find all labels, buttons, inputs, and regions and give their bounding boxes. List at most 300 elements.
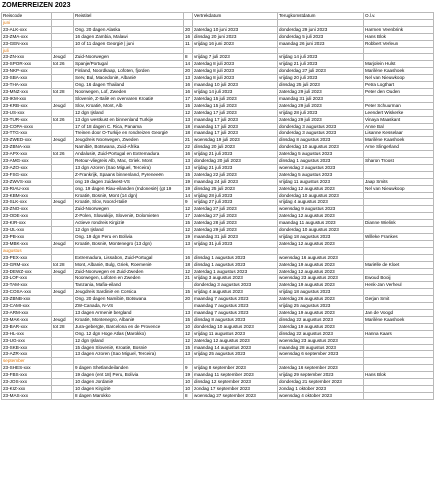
- reistitel-cell: Kroatië, Bosnië, Mont (14 dgn): [74, 192, 184, 199]
- leader-cell: Peter den Ouden: [364, 88, 434, 95]
- empty-cell: [184, 358, 193, 365]
- reistitel-cell: Jeugdreis Sardinië en Corsica: [74, 289, 184, 296]
- leader-cell: Henk-Jan Verheul: [364, 282, 434, 289]
- table-row: [2, 178, 434, 185]
- month-label: augustus: [2, 247, 52, 254]
- empty-cell: [278, 247, 364, 254]
- days-cell: 9: [184, 365, 193, 372]
- vertrekdatum-cell: dinsdag 20 juli 2023: [193, 144, 278, 151]
- days-cell: 9: [184, 199, 193, 206]
- category-cell: [52, 234, 74, 241]
- category-cell: [52, 75, 74, 82]
- category-cell: tot 26: [52, 61, 74, 68]
- table-row: [2, 323, 434, 330]
- terugkomstdatum-cell: zaterdag 12 augustus 2023: [278, 213, 364, 220]
- days-cell: 15: [184, 289, 193, 296]
- reiscode-cell: 23-BAR-xxx: [2, 323, 52, 330]
- leader-cell: Willeke Frankes: [364, 234, 434, 241]
- vertrekdatum-cell: zaterdag 8 juli 2023: [193, 75, 278, 82]
- header-cell: O.l.v.: [364, 13, 434, 20]
- terugkomstdatum-cell: donderdag 21 september 2023: [278, 379, 364, 386]
- empty-cell: [184, 19, 193, 26]
- reistitel-cell: 16 dagen Zambia, Malawi: [74, 33, 184, 40]
- vertrekdatum-cell: vrijdag 14 juli 2023: [193, 88, 278, 95]
- leader-cell: [364, 337, 434, 344]
- reiscode-cell: 23-PEX-xxx: [2, 254, 52, 261]
- reistitel-cell: 13 dgn westkust en binnenland Turkije: [74, 116, 184, 123]
- table-row: [2, 282, 434, 289]
- empty-cell: [52, 358, 74, 365]
- days-cell: 18: [184, 130, 193, 137]
- table-row: [2, 123, 434, 130]
- empty-cell: [278, 19, 364, 26]
- table-row: [2, 213, 434, 220]
- category-cell: [52, 206, 74, 213]
- reistitel-cell: Namibië, Botswana, Zuid-Afrika: [74, 144, 184, 151]
- reistitel-cell: Actieve rondreis Kirgizië: [74, 220, 184, 227]
- terugkomstdatum-cell: zaterdag 19 augustus 2023: [278, 323, 364, 330]
- category-cell: [52, 392, 74, 399]
- reiscode-cell: 23-COPA-xxxx: [2, 123, 52, 130]
- category-cell: [52, 344, 74, 351]
- table-row: [2, 309, 434, 316]
- leader-cell: Hanna Kaars: [364, 330, 434, 337]
- vertrekdatum-cell: maandag 7 augustus 2023: [193, 309, 278, 316]
- terugkomstdatum-cell: zaterdag 5 augustus 2023: [278, 171, 364, 178]
- reiscode-cell: 23-MAK-xxx: [2, 316, 52, 323]
- reiscode-cell: 23-SBA-xxx: [2, 75, 52, 82]
- category-cell: [52, 33, 74, 40]
- reistitel-cell: 10 of 11 dagen Georgië | juni: [74, 40, 184, 47]
- leader-cell: Marjolein Hulst: [364, 61, 434, 68]
- days-cell: 20: [184, 296, 193, 303]
- category-cell: [52, 275, 74, 282]
- reiscode-cell: 23-RIAU-xxx: [2, 185, 52, 192]
- terugkomstdatum-cell: zaterdag 12 augustus 2023: [278, 240, 364, 247]
- vertrekdatum-cell: vrijdag 28 juli 2023: [193, 192, 278, 199]
- terugkomstdatum-cell: donderdag 3 augustus 2023: [278, 123, 364, 130]
- reistitel-cell: Zuid-Noorwegen: [74, 54, 184, 61]
- leader-cell: Gerjan Smit: [364, 296, 434, 303]
- category-cell: [52, 40, 74, 47]
- category-cell: [52, 26, 74, 33]
- terugkomstdatum-cell: zaterdag 29 juli 2023: [278, 116, 364, 123]
- vertrekdatum-cell: zaterdag 27 juli 2023: [193, 206, 278, 213]
- reistitel-cell: 17 of 18 dagen C. Rica, Panama: [74, 123, 184, 130]
- sheet-title: ZOMERREIZEN 2023: [2, 2, 71, 9]
- days-cell: 19: [184, 234, 193, 241]
- leader-cell: Jan de Voogd: [364, 309, 434, 316]
- days-cell: 15: [184, 316, 193, 323]
- leader-cell: [364, 164, 434, 171]
- empty-cell: [74, 247, 184, 254]
- empty-cell: [52, 19, 74, 26]
- reiscode-cell: 23-MAS-xxx: [2, 392, 52, 399]
- reiscode-cell: 23-KBM-xxx: [2, 192, 52, 199]
- days-cell: 12: [184, 268, 193, 275]
- reiscode-cell: 23-KIR-xxx: [2, 220, 52, 227]
- days-cell: 8: [184, 54, 193, 61]
- reiscode-cell: 23-ZWVS-xxx: [2, 178, 52, 185]
- vertrekdatum-cell: vrijdag 25 augustus 2023: [193, 351, 278, 358]
- vertrekdatum-cell: vrijdag 21 juli 2023: [193, 151, 278, 158]
- table-row: [2, 372, 434, 379]
- table-row: [2, 130, 434, 137]
- empty-cell: [52, 47, 74, 54]
- vertrekdatum-cell: maandag 17 juli 2023: [193, 116, 278, 123]
- category-cell: [52, 365, 74, 372]
- table-row: [2, 68, 434, 75]
- reiscode-cell: 23-DEWZ-xxx: [2, 268, 52, 275]
- table-row: [2, 61, 434, 68]
- reistitel-cell: ZW-Canada, N-VS: [74, 303, 184, 310]
- empty-cell: [364, 47, 434, 54]
- reiscode-cell: 23-NKP-xxx: [2, 68, 52, 75]
- leader-cell: Dianne Wielink: [364, 220, 434, 227]
- vertrekdatum-cell: vrijdag 27 juli 2023: [193, 199, 278, 206]
- terugkomstdatum-cell: vrijdag 4 augustus 2023: [278, 199, 364, 206]
- terugkomstdatum-cell: dinsdag 8 augustus 2023: [278, 137, 364, 144]
- reiscode-cell: 23-SKB-xxx: [2, 344, 52, 351]
- vertrekdatum-cell: zaterdag 10 juni 2023: [193, 26, 278, 33]
- days-cell: 13: [184, 158, 193, 165]
- leader-cell: Marilène Kaashoek: [364, 316, 434, 323]
- leader-cell: Ewoud Booij: [364, 275, 434, 282]
- header-cell: Vertrekdatum: [193, 13, 278, 20]
- reiscode-cell: 23-PB-xxx: [2, 234, 52, 241]
- empty-cell: [74, 19, 184, 26]
- reiscode-cell: 23-FBS-xxx: [2, 372, 52, 379]
- terugkomstdatum-cell: vrijdag 21 juli 2023: [278, 61, 364, 68]
- reistitel-cell: 10 dagen Kirgizië: [74, 385, 184, 392]
- terugkomstdatum-cell: vrijdag 20 juli 2023: [278, 75, 364, 82]
- days-cell: 13: [184, 351, 193, 358]
- empty-cell: [364, 358, 434, 365]
- terugkomstdatum-cell: donderdag 29 juni 2023: [278, 26, 364, 33]
- reiscode-cell: 23-APX-xxx: [2, 151, 52, 158]
- vertrekdatum-cell: zaterdag 17 juli 2023: [193, 109, 278, 116]
- vertrekdatum-cell: zaterdag 22 juli 2023: [193, 171, 278, 178]
- table-row: [2, 171, 434, 178]
- terugkomstdatum-cell: woensdag 23 augustus 2023: [278, 337, 364, 344]
- vertrekdatum-cell: maandag 17 juli 2023: [193, 130, 278, 137]
- category-cell: Jeugd: [52, 240, 74, 247]
- category-cell: [52, 178, 74, 185]
- terugkomstdatum-cell: zaterdag 29 juli 2023: [278, 88, 364, 95]
- leader-cell: [364, 379, 434, 386]
- vertrekdatum-cell: vrijdag 8 september 2023: [193, 365, 278, 372]
- reistitel-cell: Andalusië, Zuid-Portugal en Extremadura: [74, 151, 184, 158]
- table-row: [2, 185, 434, 192]
- category-cell: [52, 130, 74, 137]
- table-row: [2, 88, 434, 95]
- terugkomstdatum-cell: donderdag 5 juli 2023: [278, 33, 364, 40]
- leader-cell: [364, 385, 434, 392]
- empty-cell: [184, 47, 193, 54]
- days-cell: 21: [184, 137, 193, 144]
- days-cell: 14: [184, 192, 193, 199]
- days-cell: 20: [184, 68, 193, 75]
- days-cell: 10: [184, 379, 193, 386]
- leader-cell: Mariëlle de Kloet: [364, 261, 434, 268]
- category-cell: [52, 68, 74, 75]
- month-row: [2, 47, 434, 54]
- leader-cell: Arne Slingerland: [364, 144, 434, 151]
- table-row: [2, 289, 434, 296]
- category-cell: [52, 109, 74, 116]
- category-cell: Jeugd: [52, 268, 74, 275]
- vertrekdatum-cell: maandag 11 september 2023: [193, 372, 278, 379]
- days-cell: 21: [184, 275, 193, 282]
- table-row: [2, 392, 434, 399]
- reistitel-cell: 10 dagen Jordanië: [74, 379, 184, 386]
- leader-cell: [364, 392, 434, 399]
- days-cell: 22: [184, 144, 193, 151]
- empty-cell: [193, 358, 278, 365]
- days-cell: 16: [184, 88, 193, 95]
- reiscode-cell: 23-SHES-xxx: [2, 365, 52, 372]
- reistitel-cell: Treinen door O-Turkije en rondreizen Georgië: [74, 130, 184, 137]
- reiscode-cell: 23-GRM-xxx: [2, 261, 52, 268]
- reiscode-cell: 23-ODE-xxx: [2, 213, 52, 220]
- days-cell: 16: [184, 151, 193, 158]
- reiscode-cell: 23-TUR-xxx: [2, 116, 52, 123]
- reistitel-cell: Noorwegen, Lof, Zweden: [74, 88, 184, 95]
- table-row: [2, 144, 434, 151]
- terugkomstdatum-cell: woensdag 23 augustus 2023: [278, 275, 364, 282]
- category-cell: [52, 158, 74, 165]
- vertrekdatum-cell: woensdag 27 september 2023: [193, 392, 278, 399]
- leader-cell: [364, 54, 434, 61]
- table-row: [2, 296, 434, 303]
- reistitel-cell: Zuid-Noorwegen: [74, 206, 184, 213]
- category-cell: [52, 82, 74, 89]
- reistitel-cell: Spanje/Portugal: [74, 61, 184, 68]
- days-cell: 19: [184, 372, 193, 379]
- days-cell: 15: [184, 102, 193, 109]
- vertrekdatum-cell: vrijdag 31 juli 2023: [193, 240, 278, 247]
- table-row: [2, 268, 434, 275]
- vertrekdatum-cell: maandag 17 juli 2023: [193, 123, 278, 130]
- reiscode-cell: 23-ALK-xxx: [2, 26, 52, 33]
- vertrekdatum-cell: woensdag 19 juli 2023: [193, 137, 278, 144]
- leader-cell: Lisanne Kesselaar: [364, 130, 434, 137]
- table-row: [2, 102, 434, 109]
- reiscode-cell: 23-SPOR-xxx: [2, 61, 52, 68]
- empty-cell: [193, 47, 278, 54]
- days-cell: 15: [184, 220, 193, 227]
- leader-cell: Hans Blok: [364, 33, 434, 40]
- reiscode-cell: 23-UG-xxx: [2, 337, 52, 344]
- leader-cell: [364, 268, 434, 275]
- vertrekdatum-cell: zaterdag 15 juli 2023: [193, 95, 278, 102]
- reistitel-cell: 12 dgn Ijsland: [74, 337, 184, 344]
- table-row: [2, 275, 434, 282]
- reiscode-cell: 23-FSG-xxx: [2, 171, 52, 178]
- reistitel-cell: Kroatië, Slov, Noord-Italië: [74, 199, 184, 206]
- days-cell: 13: [184, 116, 193, 123]
- category-cell: [52, 309, 74, 316]
- table-row: [2, 206, 434, 213]
- vertrekdatum-cell: vrijdag 11 augustus 2023: [193, 330, 278, 337]
- category-cell: tot 28: [52, 323, 74, 330]
- days-cell: 18: [184, 123, 193, 130]
- reistitel-cell: Ong. 20 dagen Alaska: [74, 26, 184, 33]
- reistitel-cell: Ong. 20 dagen Namibië, Botswana: [74, 296, 184, 303]
- days-cell: 17: [184, 213, 193, 220]
- travel-table: [1, 12, 434, 400]
- days-cell: 13: [184, 309, 193, 316]
- reiscode-cell: 23-IKM-xxx: [2, 95, 52, 102]
- vertrekdatum-cell: maandag 24 juli 2023: [193, 178, 278, 185]
- terugkomstdatum-cell: woensdag 9 augustus 2023: [278, 206, 364, 213]
- month-row: [2, 358, 434, 365]
- table-row: [2, 75, 434, 82]
- reistitel-cell: Jura-gebergte, Barcelona en de Provence: [74, 323, 184, 330]
- vertrekdatum-cell: zaterdag 1 augustus 2023: [193, 268, 278, 275]
- days-cell: 16: [184, 33, 193, 40]
- terugkomstdatum-cell: woensdag 16 augustus 2023: [278, 254, 364, 261]
- reiscode-cell: 23-AZR-xxx: [2, 351, 52, 358]
- terugkomstdatum-cell: maandag 28 augustus 2023: [278, 344, 364, 351]
- reiscode-cell: 23-LOF-xxx: [2, 275, 52, 282]
- vertrekdatum-cell: zaterdag 28 juli 2023: [193, 220, 278, 227]
- category-cell: tot 26: [52, 116, 74, 123]
- vertrekdatum-cell: zaterdag 8 juli 2023: [193, 61, 278, 68]
- table-row: [2, 116, 434, 123]
- days-cell: 13: [184, 164, 193, 171]
- reiscode-cell: 23-MBK-xxx: [2, 240, 52, 247]
- vertrekdatum-cell: zaterdag 27 juli 2023: [193, 213, 278, 220]
- category-cell: [52, 296, 74, 303]
- table-row: [2, 33, 434, 40]
- days-cell: 12: [184, 330, 193, 337]
- terugkomstdatum-cell: maandag 31 juli 2023: [278, 95, 364, 102]
- category-cell: [52, 123, 74, 130]
- vertrekdatum-cell: maandag 14 augustus 2023: [193, 344, 278, 351]
- terugkomstdatum-cell: woensdag 4 oktober 2023: [278, 392, 364, 399]
- leader-cell: Leendert Wiskerke: [364, 109, 434, 116]
- vertrekdatum-cell: dinsdag 20 juni 2023: [193, 33, 278, 40]
- vertrekdatum-cell: maandag 7 augustus 2023: [193, 296, 278, 303]
- vertrekdatum-cell: maandag 7 augustus 2023: [193, 303, 278, 310]
- category-cell: [52, 254, 74, 261]
- reiscode-cell: 23-ZMA-xxx: [2, 33, 52, 40]
- reistitel-cell: Mont, Albanië, Bulg, Griek, Roemenië: [74, 261, 184, 268]
- reiscode-cell: 23-TTG-xxx: [2, 130, 52, 137]
- leader-cell: Marilène Kaashoek: [364, 68, 434, 75]
- category-cell: [52, 220, 74, 227]
- reistitel-cell: Z-Polen, Slowakije, Slovenië, Dolomieten: [74, 213, 184, 220]
- table-row: [2, 261, 434, 268]
- reiscode-cell: 23-HL-xxx: [2, 330, 52, 337]
- reistitel-cell: Serv, Bul, Macedonië, Albanië: [74, 75, 184, 82]
- reiscode-cell: 23-MNZ-xxx: [2, 88, 52, 95]
- header-cell: Reistitel: [74, 13, 184, 20]
- vertrekdatum-cell: vrijdag 21 juli 2023: [193, 164, 278, 171]
- leader-cell: [364, 289, 434, 296]
- reistitel-cell: Slov, Kroatië, Mont, Alb: [74, 102, 184, 109]
- terugkomstdatum-cell: zaterdag 12 augustus 2023: [278, 185, 364, 192]
- category-cell: [52, 385, 74, 392]
- table-row: [2, 351, 434, 358]
- days-cell: 12: [184, 227, 193, 234]
- leader-cell: [364, 151, 434, 158]
- vertrekdatum-cell: zaterdag 15 juli 2023: [193, 102, 278, 109]
- days-cell: 11: [184, 40, 193, 47]
- reistitel-cell: Kroatië, Bosnië, Montenegro (13 dgn): [74, 240, 184, 247]
- leader-cell: [364, 351, 434, 358]
- category-cell: tot 26: [52, 151, 74, 158]
- terugkomstdatum-cell: zaterdag 19 augustus 2023: [278, 261, 364, 268]
- terugkomstdatum-cell: dinsdag 25 juli 2023: [278, 82, 364, 89]
- leader-cell: [364, 171, 434, 178]
- category-cell: [52, 164, 74, 171]
- leader-cell: Vinaya Maaskant: [364, 116, 434, 123]
- vertrekdatum-cell: zaterdag 29 juli 2023: [193, 227, 278, 234]
- leader-cell: [364, 303, 434, 310]
- vertrekdatum-cell: dinsdag 1 augustus 2023: [193, 254, 278, 261]
- category-cell: [52, 227, 74, 234]
- days-cell: 18: [184, 261, 193, 268]
- reiscode-cell: 23-KIZ-xxx: [2, 385, 52, 392]
- category-cell: Jeugd: [52, 289, 74, 296]
- leader-cell: [364, 323, 434, 330]
- days-cell: 15: [184, 171, 193, 178]
- leader-cell: Petra Logthart: [364, 82, 434, 89]
- reistitel-cell: Z-Frankrijk, Spaans binnenland, Pyreneeën: [74, 171, 184, 178]
- category-cell: [52, 351, 74, 358]
- terugkomstdatum-cell: vrijdag 14 juli 2023: [278, 54, 364, 61]
- empty-cell: [364, 19, 434, 26]
- reistitel-cell: 12 dgn Ijsland: [74, 109, 184, 116]
- vertrekdatum-cell: zaterdag 12 augustus 2023: [193, 337, 278, 344]
- reistitel-cell: Zuid-Noorwegen en Zuid-Zweden: [74, 268, 184, 275]
- terugkomstdatum-cell: zaterdag 16 september 2023: [278, 365, 364, 372]
- terugkomstdatum-cell: vrijdag 28 juli 2023: [278, 109, 364, 116]
- table-row: [2, 385, 434, 392]
- header-row: [2, 13, 434, 20]
- leader-cell: Harmen Veenbrink: [364, 26, 434, 33]
- days-cell: 16: [184, 254, 193, 261]
- reiscode-cell: 23-AMG-xxx: [2, 158, 52, 165]
- table-row: [2, 109, 434, 116]
- days-cell: 16: [184, 82, 193, 89]
- table-row: [2, 365, 434, 372]
- month-label: juli: [2, 47, 52, 54]
- table-row: [2, 26, 434, 33]
- days-cell: 19: [184, 178, 193, 185]
- table-row: [2, 137, 434, 144]
- category-cell: [52, 337, 74, 344]
- terugkomstdatum-cell: maandag 26 juni 2023: [278, 40, 364, 47]
- terugkomstdatum-cell: zondag 1 oktober 2023: [278, 385, 364, 392]
- vertrekdatum-cell: vrijdag 16 juni 2023: [193, 40, 278, 47]
- category-cell: Jeugd: [52, 199, 74, 206]
- days-cell: 13: [184, 75, 193, 82]
- terugkomstdatum-cell: zaterdag 26 augustus 2023: [278, 296, 364, 303]
- leader-cell: [364, 192, 434, 199]
- reistitel-cell: Noorwegen, Lofoten en Zweden: [74, 275, 184, 282]
- days-cell: [184, 282, 193, 289]
- terugkomstdatum-cell: zaterdag 5 augustus 2023: [278, 151, 364, 158]
- header-cell: Terugkomstdatum: [278, 13, 364, 20]
- leader-cell: Anne Bal: [364, 123, 434, 130]
- reiscode-cell: 23-TAM-xxx: [2, 282, 52, 289]
- reistitel-cell: 8 dagen Marokko: [74, 392, 184, 399]
- month-row: [2, 247, 434, 254]
- leader-cell: Hans Blok: [364, 372, 434, 379]
